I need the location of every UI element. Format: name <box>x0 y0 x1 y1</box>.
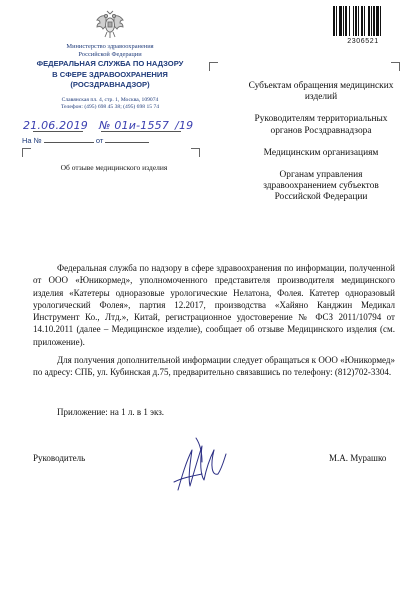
barcode-bar <box>333 6 335 36</box>
corner-bracket-recipient-right <box>391 62 400 71</box>
date-underline <box>33 131 83 132</box>
head-name: М.А. Мурашко <box>329 453 387 463</box>
number-underline <box>101 131 181 132</box>
handwritten-signature <box>166 432 236 498</box>
to-no-blank <box>44 136 94 143</box>
document-number-prefix: № <box>98 119 111 132</box>
document-date: 21.06.2019 <box>23 119 88 132</box>
from-blank <box>105 136 149 143</box>
barcode-bar <box>355 6 357 36</box>
barcode-bar <box>364 6 365 36</box>
document-number-suffix: /19 <box>175 119 194 132</box>
service-line-1: ФЕДЕРАЛЬНАЯ СЛУЖБА ПО НАДЗОРУ <box>36 59 184 69</box>
recipients-block <box>246 81 396 215</box>
barcode-bar <box>343 6 344 36</box>
double-headed-eagle-emblem-icon <box>93 8 127 42</box>
recipient-item: Субъектам обращения медицинских изделий <box>248 81 394 103</box>
corner-bracket-top-left <box>22 148 31 157</box>
recipient-item: Медицинским организациям <box>263 147 379 158</box>
service-line-2: В СФЕРЕ ЗДРАВООХРАНЕНИЯ <box>52 69 168 79</box>
reference-line <box>22 136 149 145</box>
head-title: Руководитель <box>33 453 86 463</box>
barcode-bar <box>371 6 372 36</box>
barcode-bar <box>349 6 350 36</box>
barcode <box>333 6 393 36</box>
address-line-2: Телефон: (495) 698 45 38; (495) 698 15 74 <box>60 104 160 110</box>
barcode-bar <box>345 6 347 36</box>
barcode-bar <box>380 6 381 36</box>
corner-bracket-top-right <box>191 148 200 157</box>
agency-header <box>22 43 198 90</box>
barcode-bar <box>373 6 375 36</box>
barcode-bar <box>361 6 363 36</box>
barcode-bar <box>336 6 337 36</box>
document-number-code: 01и-1557 <box>114 119 170 132</box>
agency-address <box>22 97 198 111</box>
to-no-label: На № <box>22 136 42 145</box>
letter-body <box>33 262 395 379</box>
barcode-bar <box>358 6 359 36</box>
barcode-bar <box>339 6 342 36</box>
barcode-number: 2306521 <box>347 38 379 45</box>
corner-bracket-recipient-left <box>209 62 218 71</box>
barcode-bar <box>368 6 370 36</box>
address-line-1: Славянская пл. 4, стр. 1, Москва, 109074 <box>61 97 159 103</box>
recipient-item: Органам управления здравоохранением субъектов Российской Федерации <box>263 170 379 203</box>
body-paragraph-2: Для получения дополнительной информации следует обращаться к ООО «Юникормед» по адресу: СПБ, ул. Кубинская д.75, предварительно связавшись по телефону: (812)702-3304. <box>33 355 395 378</box>
barcode-bar <box>353 6 354 36</box>
service-line-3: (РОСЗДРАВНАДЗОР) <box>70 80 150 90</box>
from-label: от <box>95 136 104 145</box>
appendix-note: Приложение: на 1 л. в 1 экз. <box>57 407 165 417</box>
recipient-item: Руководителям территориальных органов Росздравнадзора <box>254 114 388 136</box>
ministry-line-1: Министерство здравоохранения <box>66 43 154 50</box>
barcode-bar <box>376 6 379 36</box>
body-paragraph-1: Федеральная служба по надзору в сфере здравоохранения по информации, полученной от ООО «Юникормед», уполномоченного представителя производителя медицинского изделия «Катетеры одноразовые урологические Нелатона, Фолея. Катетер одноразовый урологический Фолея», партия 12.2017, производства «Хайяно Канджин Медикал Инструмент Ко., Лтд.», Китай, регистрационное удостоверение № ФСЗ 2011/10794 от 14.10.2011 (далее – Медицинское изделие), сообщает об отзыве Медицинского изделия (см. приложение). <box>33 263 395 347</box>
ministry-line-2: Российской Федерации <box>78 50 142 58</box>
document-subject: Об отзыве медицинского изделия <box>60 163 168 172</box>
